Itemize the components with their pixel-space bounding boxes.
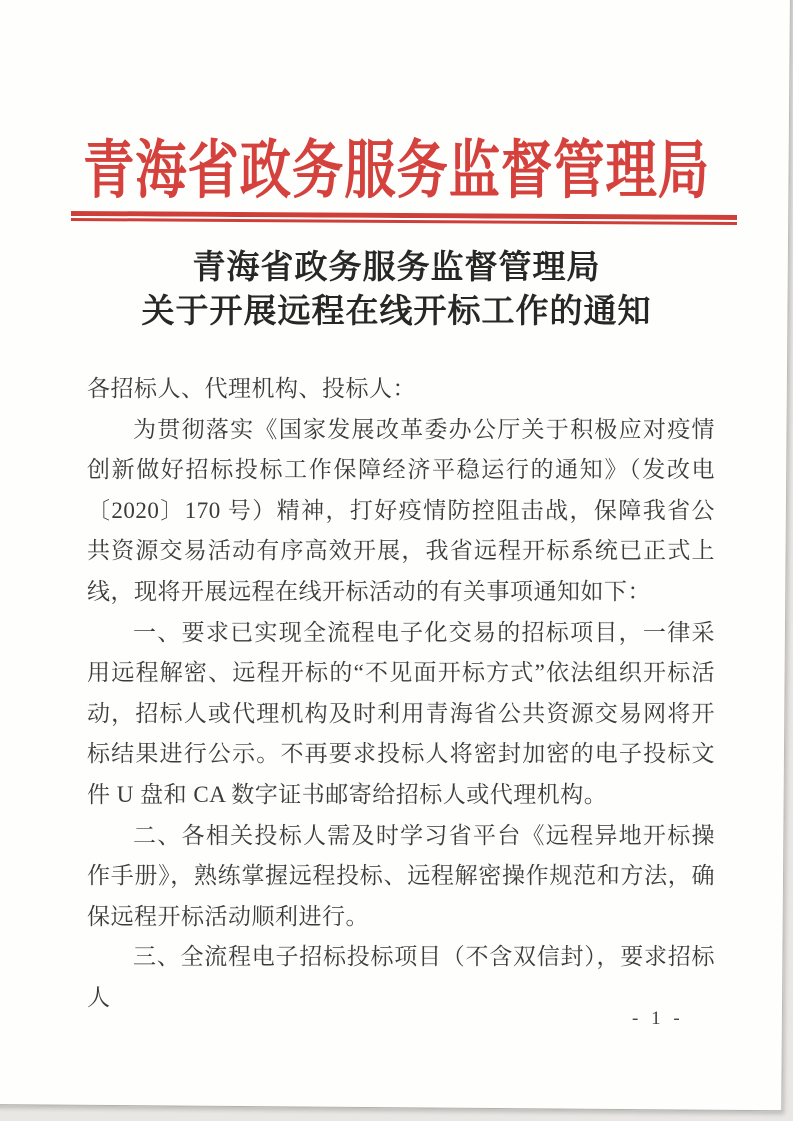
paragraph-item-2: 二、各相关投标人需及时学习省平台《远程异地开标操作手册》，熟练掌握远程投标、远程解密操作规范和方法，确保远程开标活动顺利进行。 — [87, 822, 715, 929]
document-body — [87, 369, 715, 1019]
page-number: - 1 - — [632, 1008, 684, 1029]
document-title — [0, 246, 793, 334]
document-title-line-2: 关于开展远程在线开标工作的通知 — [141, 294, 652, 330]
paragraph-intro: 为贯彻落实《国家发展改革委办公厅关于积极应对疫情创新做好招标投标工作保障经济平稳运行的通知》（发改电〔2020〕170 号）精神，打好疫情防控阻击战，保障我省公共资源交易活动有序高效开展，我省远程开标系统已正式上线，现将开展远程在线开标活动的有关事项通知如下： — [87, 416, 715, 604]
paragraph-item-3: 三、全流程电子招标投标项目（不含双信封），要求招标人 — [87, 944, 715, 1010]
paragraph-item-1: 一、要求已实现全流程电子化交易的招标项目，一律采用远程解密、远程开标的“不见面开标方式”依法组织开标活动，招标人或代理机构及时利用青海省公共资源交易网将开标结果进行公示。不再要求投标人将密封加密的电子投标文件 U 盘和 CA 数字证书邮寄给招标人或代理机构。 — [87, 619, 715, 807]
document-title-line-1: 青海省政务服务监督管理局 — [192, 250, 601, 286]
letterhead-divider — [71, 211, 737, 225]
salutation: 各招标人、代理机构、投标人： — [87, 376, 416, 401]
letterhead-title: 青海省政务服务监督管理局 — [83, 135, 711, 207]
